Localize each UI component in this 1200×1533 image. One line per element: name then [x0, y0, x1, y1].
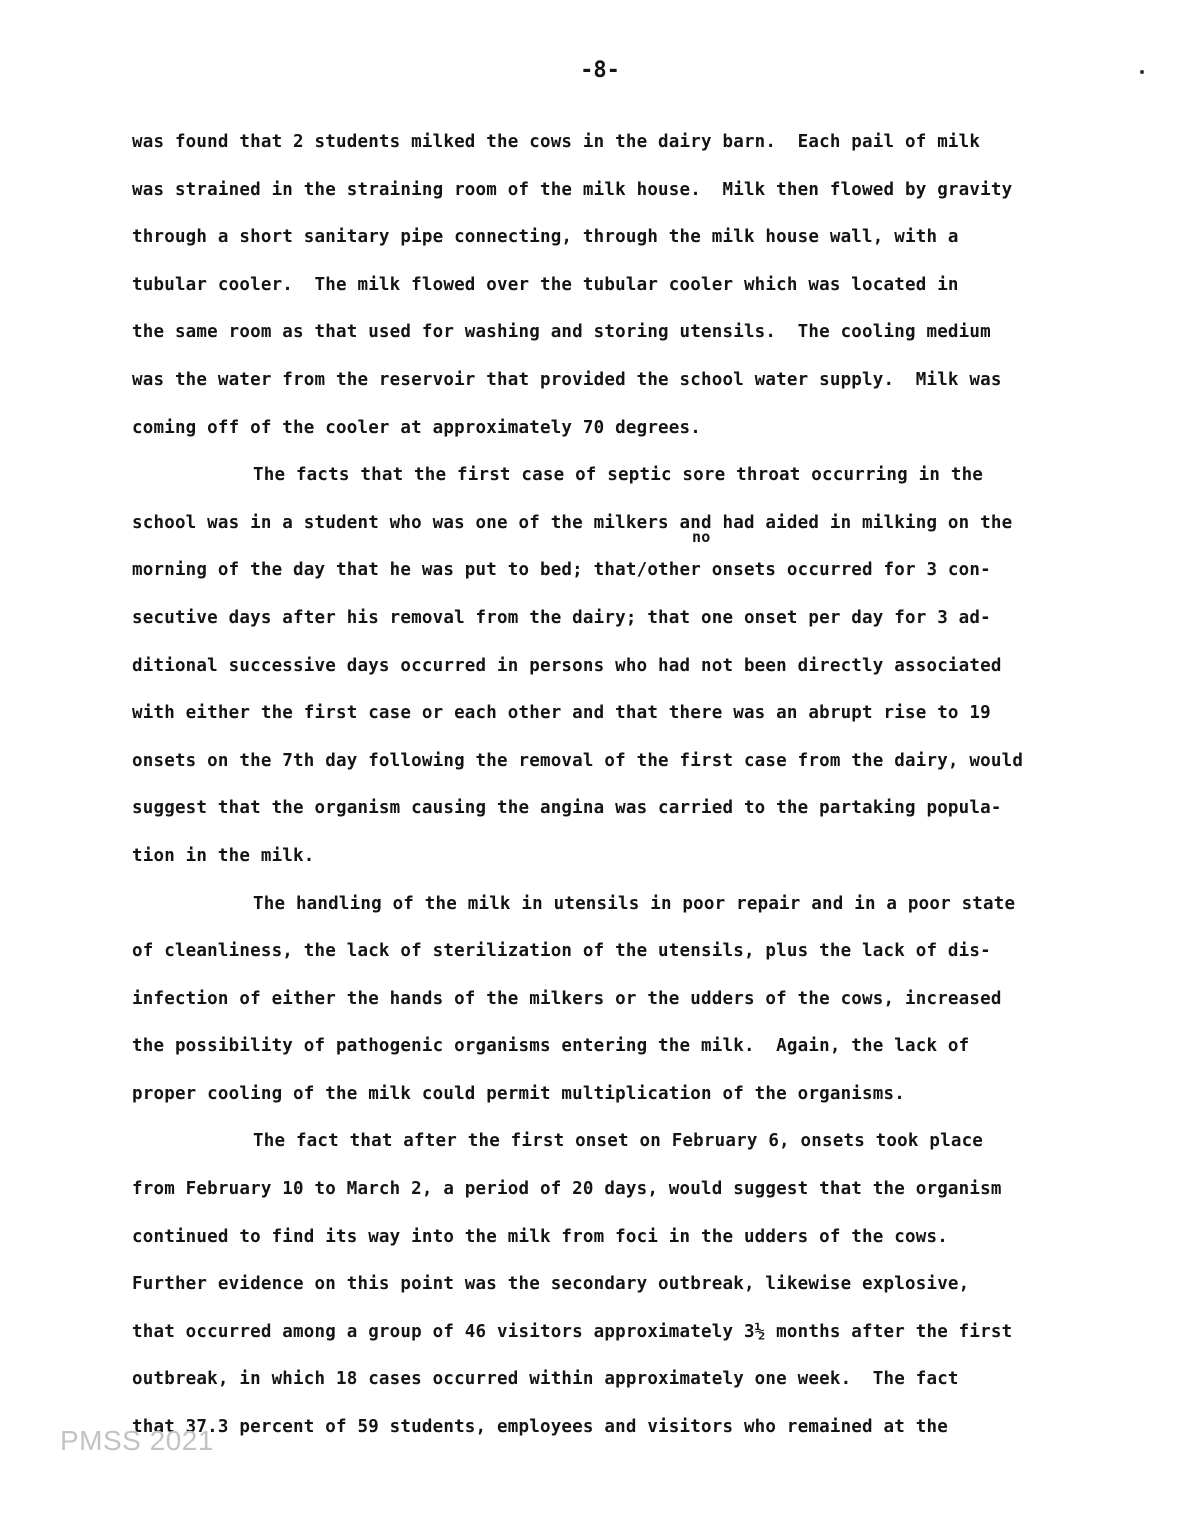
text-line: coming off of the cooler at approximately 70 degrees. — [132, 417, 702, 438]
text-line: was found that 2 students milked the cows in the dairy barn. Each pail of milk — [132, 132, 981, 152]
text-line: school was in a student who was one of the milkers and had aided in milking on the — [132, 512, 1013, 533]
text-line: the possibility of pathogenic organisms entering the milk. Again, the lack of — [132, 1036, 970, 1057]
text-line: tubular cooler. The milk flowed over the tubular cooler which was located in — [132, 274, 959, 295]
page-number: -8- — [580, 58, 620, 83]
text-line: infection of either the hands of the milkers or the udders of the cows, increased — [132, 988, 1002, 1009]
paragraph-4 — [132, 1123, 1122, 1456]
ink-speck — [1140, 70, 1144, 74]
text-line: the same room as that used for washing and storing utensils. The cooling medium — [132, 322, 991, 343]
text-line: continued to find its way into the milk from foci in the udders of the cows. — [132, 1226, 948, 1247]
text-line: secutive days after his removal from the dairy; that one onset per day for 3 ad- — [132, 607, 991, 628]
text-line: The facts that the first case of septic sore throat occurring in the — [253, 465, 984, 486]
text-line: tion in the milk. — [132, 845, 315, 866]
paragraph-3 — [132, 886, 1122, 1124]
text-line: that 37.3 percent of 59 students, employees and visitors who remained at the — [132, 1417, 948, 1438]
text-line: was the water from the reservoir that provided the school water supply. Milk was — [132, 369, 1002, 390]
text-line: suggest that the organism causing the angina was carried to the partaking popula- — [132, 798, 1002, 819]
text-line: through a short sanitary pipe connecting, through the milk house wall, with a — [132, 227, 959, 248]
text-line: from February 10 to March 2, a period of 20 days, would suggest that the organism — [132, 1179, 1002, 1200]
text-line: onsets on the 7th day following the removal of the first case from the dairy, would — [132, 750, 1024, 771]
paragraph-2 — [132, 457, 1122, 885]
document-body — [132, 124, 1122, 1457]
text-line: Further evidence on this point was the secondary outbreak, likewise explosive, — [132, 1274, 970, 1295]
line-with-insertion — [132, 528, 1122, 600]
text-line: morning of the day that he was put to bed; that/other onsets occurred for 3 con- — [132, 560, 991, 581]
text-line: ditional successive days occurred in persons who had not been directly associated — [132, 655, 1002, 676]
text-line: The handling of the milk in utensils in poor repair and in a poor state — [253, 893, 1016, 914]
handwritten-insertion: no — [692, 528, 711, 547]
text-line: proper cooling of the milk could permit multiplication of the organisms. — [132, 1083, 905, 1104]
text-line: outbreak, in which 18 cases occurred within approximately one week. The fact — [132, 1369, 959, 1390]
text-line: with either the first case or each other and that there was an abrupt rise to 19 — [132, 703, 991, 724]
text-line: of cleanliness, the lack of sterilization of the utensils, plus the lack of dis- — [132, 941, 991, 962]
paragraph-1 — [132, 124, 1122, 457]
text-line: that occurred among a group of 46 visitors approximately 3½ months after the first — [132, 1321, 1013, 1342]
text-line: was strained in the straining room of the milk house. Milk then flowed by gravity — [132, 179, 1013, 200]
text-line: The fact that after the first onset on February 6, onsets took place — [253, 1131, 984, 1152]
watermark: PMSS 2021 — [60, 1425, 214, 1456]
